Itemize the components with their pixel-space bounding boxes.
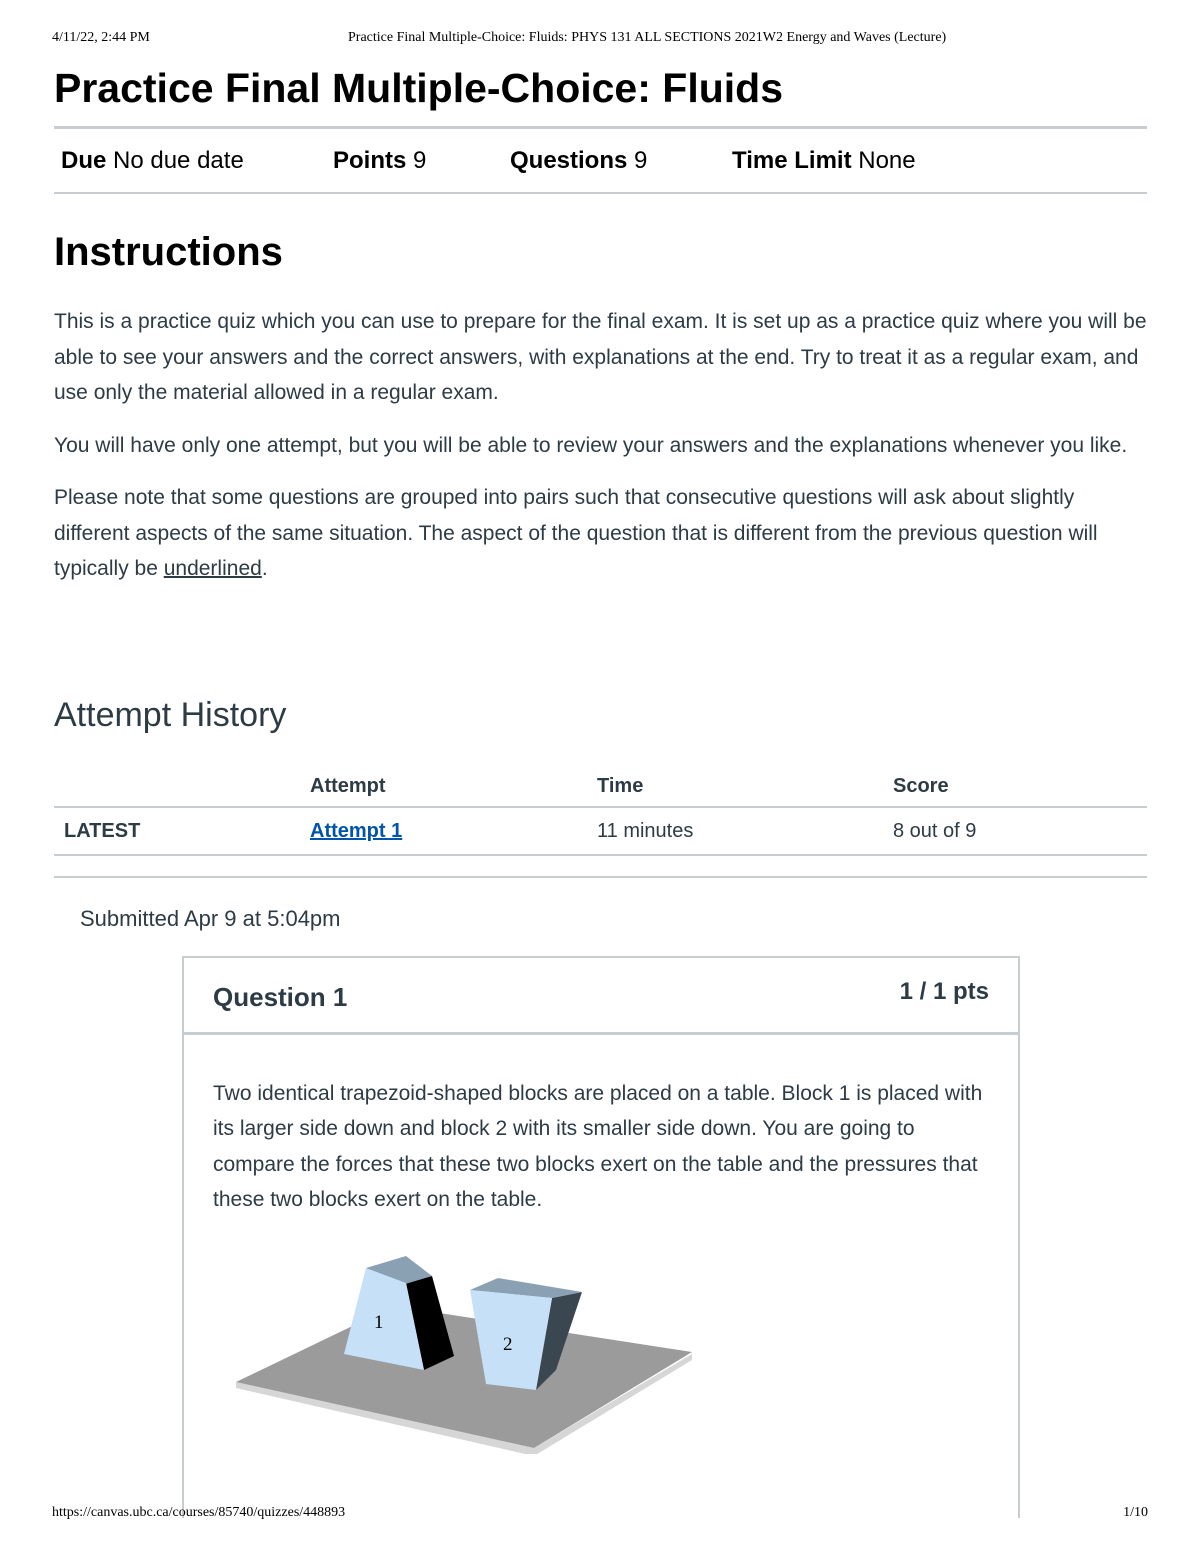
points-label: Points <box>333 147 407 174</box>
print-page-title: Practice Final Multiple-Choice: Fluids: PHYS 131 ALL SECTIONS 2021W2 Energy and Waves (Lecture) <box>348 30 947 45</box>
attempt-cell <box>310 807 597 855</box>
question-title: Question 1 <box>213 982 348 1012</box>
print-date: 4/11/22, 2:44 PM <box>52 30 150 45</box>
column-header-attempt: Attempt <box>310 758 597 807</box>
question-text: Two identical trapezoid-shaped blocks are placed on a table. Block 1 is placed with its larger side down and block 2 with its smaller side down. You are going to compare the forces that these two blocks exert on the table and the pressures that these two blocks exert on the table. <box>213 1082 983 1211</box>
due-date-detail <box>61 147 244 175</box>
questions-value: 9 <box>634 147 648 174</box>
instructions-text: Please note that some questions are grouped into pairs such that consecutive questions will ask about slightly different aspects of the same situation. The aspect of the question that is different from the previous question will typically be <box>54 486 1098 580</box>
questions-detail <box>510 147 647 175</box>
instructions-body <box>54 304 1147 604</box>
quiz-content <box>54 60 1147 1355</box>
time-limit-label: Time Limit <box>732 147 852 174</box>
question-points: 1 / 1 pts <box>899 978 989 1005</box>
page-title: Practice Final Multiple-Choice: Fluids <box>54 65 783 111</box>
instructions-text: . <box>261 557 268 580</box>
column-header-time: Time <box>597 758 893 807</box>
table-header-row <box>54 758 1147 807</box>
attempt-history-table <box>54 758 1147 856</box>
underlined-text: underlined <box>163 557 262 580</box>
page-url: https://canvas.ubc.ca/courses/85740/quizzes/448893 <box>52 1505 346 1520</box>
section-divider <box>54 876 1147 878</box>
table-top <box>236 1306 692 1448</box>
instructions-paragraph <box>54 480 1147 587</box>
due-label: Due <box>61 147 107 174</box>
time-cell: 11 minutes <box>597 807 893 855</box>
questions-label: Questions <box>510 147 628 174</box>
block-1-label: 1 <box>374 1312 384 1333</box>
points-detail <box>333 147 426 175</box>
submitted-timestamp: Submitted Apr 9 at 5:04pm <box>80 906 341 931</box>
page-number: 1/10 <box>1123 1505 1148 1520</box>
instructions-heading: Instructions <box>54 230 283 274</box>
question-card <box>182 956 1020 1518</box>
attempt-link[interactable]: Attempt 1 <box>310 819 403 842</box>
points-value: 9 <box>413 147 427 174</box>
details-divider <box>54 192 1147 194</box>
instructions-paragraph: You will have only one attempt, but you will be able to review your answers and the explanations whenever you like. <box>54 433 1128 457</box>
print-footer <box>52 1505 1148 1525</box>
instructions-paragraph: This is a practice quiz which you can use to prepare for the final exam. It is set up as a practice quiz where you will be able to see your answers and the correct answers, with explanations at the end. Try to treat it as a regular exam, and use only the material allowed in a regular exam. <box>54 310 1147 404</box>
time-limit-detail <box>732 147 916 175</box>
block-2-label: 2 <box>503 1334 513 1355</box>
question-header <box>184 958 1018 1035</box>
column-header-score: Score <box>893 758 1147 807</box>
column-header <box>54 758 310 807</box>
attempt-history-heading: Attempt History <box>54 696 287 734</box>
due-value: No due date <box>113 147 244 174</box>
print-header <box>52 30 1148 50</box>
latest-tag: LATEST <box>54 807 310 855</box>
time-limit-value: None <box>858 147 916 174</box>
quiz-details <box>54 129 1147 192</box>
trapezoid-blocks-figure <box>232 1254 692 1454</box>
score-cell: 8 out of 9 <box>893 807 1147 855</box>
table-row <box>54 807 1147 855</box>
